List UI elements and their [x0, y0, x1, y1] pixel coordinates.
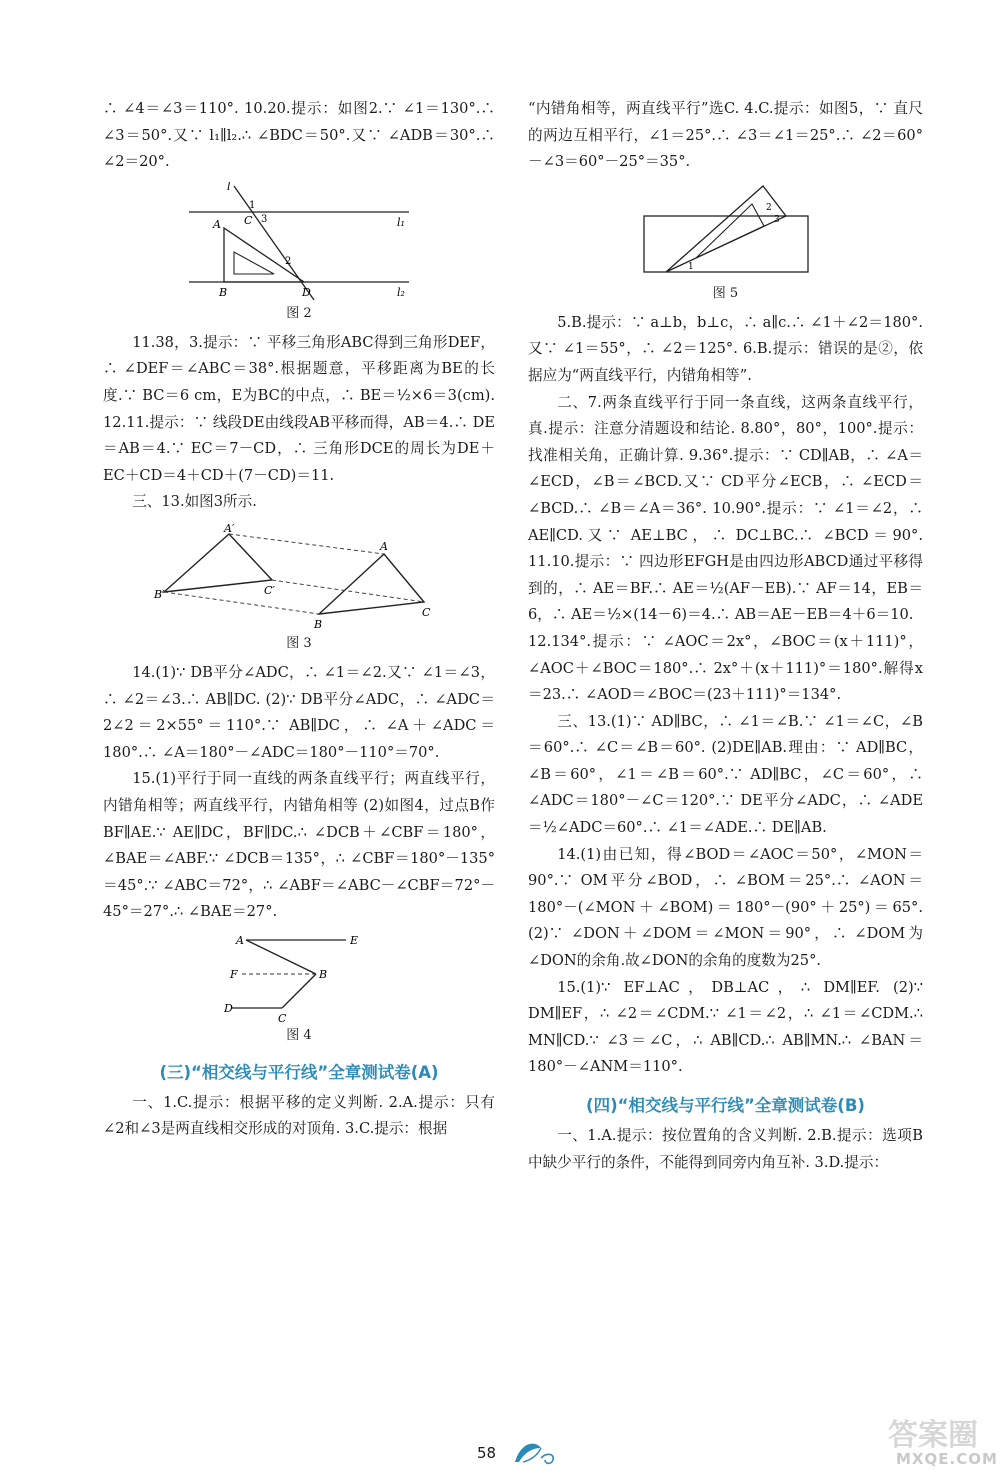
left-paragraph-3: 三、13.如图3所示. [132, 493, 257, 511]
figure-4 [103, 932, 495, 1048]
right-paragraph-4: 12.134°.提示：∵ ∠AOC＝2x°，∠BOC＝(x＋111)°，∠AOC＋∠BOC＝180°.∴ 2x°＋(x＋111)°＝180°.解得x＝23.∴ ∠AOD＝∠BOC＝(23＋111)°＝134°. [528, 632, 923, 704]
label-angle-1: 1 [687, 261, 694, 272]
section-title-4: (四)“相交线与平行线”全章测试卷(B) [586, 1096, 865, 1115]
label-D: D [302, 285, 311, 299]
watermark [888, 1410, 998, 1480]
right-paragraph-7: 15.(1)∵ EF⊥AC，DB⊥AC，∴ DM∥EF. (2)∵ DM∥EF，∴ ∠2＝∠CDM.∵ ∠1＝∠2，∴ ∠1＝∠CDM.∴ MN∥CD.∵ ∠3＝∠C，∴ AB∥CD.∴ AB∥MN.∴ ∠BAN＝180°－∠ANM＝110°. [528, 978, 923, 1076]
label-D: D [224, 1001, 233, 1015]
line-AB [246, 940, 316, 974]
label-A: A [380, 539, 388, 553]
watermark-logo: 答案圈 [888, 1418, 978, 1453]
label-C: C [422, 605, 431, 619]
dash-AA [229, 534, 384, 554]
left-paragraph-4: 14.(1)∵ DB平分∠ADC，∴ ∠1＝∠2.又∵ ∠1＝∠3，∴ ∠2＝∠3.∴ AB∥DC. (2)∵ DB平分∠ADC，∴ ∠ADC＝2∠2＝2×55°＝110°.∵ AB∥DC，∴ ∠A＋∠ADC＝180°.∴ ∠A＝180°－∠ADC＝180°－110°＝70°. [103, 663, 495, 761]
set-square-inner [696, 204, 764, 258]
page-footer [0, 1438, 1000, 1478]
figure-5-caption: 图 5 [712, 285, 739, 301]
label-B: B [314, 617, 323, 631]
right-paragraph-5: 三、13.(1)∵ AD∥BC，∴ ∠1＝∠B.∵ ∠1＝∠C，∠B＝60°.∴ ∠C＝∠B＝60°. (2)DE∥AB.理由：∵ AD∥BC，∠B＝60°，∠1＝∠B＝60°.∵ AD∥BC，∠C＝60°，∴ ∠ADC＝180°－∠C＝120°.∵ DE平分∠ADC，∴ ∠ADE＝½∠ADC＝60°.∴ ∠1＝∠ADE.∴ DE∥AB. [528, 712, 923, 837]
label-C: C [244, 213, 253, 227]
figure-3-diagram [154, 522, 444, 632]
label-A-prime: A′ [224, 521, 235, 535]
label-A: A [236, 933, 244, 947]
figure-4-diagram [224, 932, 374, 1024]
left-paragraph-1: ∴ ∠4＝∠3＝110°. 10.20.提示：如图2.∵ ∠1＝130°.∴ ∠3＝50°.又∵ l₁∥l₂.∴ ∠BDC＝50°.又∵ ∠ADB＝30°.∴ ∠2＝20°. [103, 100, 495, 171]
label-B: B [219, 285, 228, 299]
label-B: B [319, 967, 328, 981]
label-angle-2: 2 [765, 202, 772, 213]
label-l1: l₁ [397, 215, 405, 229]
label-angle-1: 1 [249, 199, 256, 211]
left-column [103, 96, 495, 1143]
right-paragraph-1: “内错角相等，两直线平行”选C. 4.C.提示：如图5，∵ 直尺的两边互相平行，∠1＝25°.∴ ∠3＝∠1＝25°.∴ ∠2＝60°－∠3＝60°－25°＝35°. [528, 100, 923, 171]
label-l2: l₂ [397, 285, 405, 299]
figure-2-diagram [179, 182, 419, 302]
label-F: F [230, 967, 238, 981]
figure-2 [103, 182, 495, 326]
figure-4-caption: 图 4 [286, 1027, 312, 1043]
left-paragraph-2: 11.38，3.提示：∵ 平移三角形ABC得到三角形DEF，∴ ∠DEF＝∠ABC＝38°.根据题意，平移距离为BE的长度.∵ BC＝6 cm，E为BC的中点，∴ BE＝½×6＝3(cm). 12.11.提示：∵ 线段DE由线段AB平移而得，AB＝4.∴ DE＝AB＝4.∵ EC＝7－CD，∴ 三角形DCE的周长为DE＋EC＋CD＝4＋CD＋(7－CD)＝11. [103, 333, 495, 484]
figure-5 [528, 182, 923, 306]
right-paragraph-2: 5.B.提示：∵ a⊥b，b⊥c，∴ a∥c.∴ ∠1＋∠2＝180°.又∵ ∠1＝55°，∴ ∠2＝125°. 6.B.提示：错误的是②，依据应为“两直线平行，内错角相等”. [528, 313, 923, 384]
watermark-url: MXQE.COM [896, 1450, 998, 1468]
label-C: C [278, 1011, 287, 1024]
label-angle-2: 2 [285, 255, 292, 267]
page-number: 58 [477, 1444, 497, 1462]
triangle-original [319, 554, 424, 614]
figure-2-caption: 图 2 [286, 305, 312, 321]
left-paragraph-5: 15.(1)平行于同一直线的两条直线平行；两直线平行，内错角相等；两直线平行，内错角相等 (2)如图4，过点B作BF∥AE.∵ AE∥DC，BF∥DC.∴ ∠DCB＋∠CBF＝180°，∠BAE＝∠ABF.∵ ∠DCB＝135°，∴ ∠CBF＝180°－135°＝45°.∵ ∠ABC＝72°，∴ ∠ABF＝∠ABC－∠CBF＝72°－45°＝27°.∴ ∠BAE＝27°. [103, 770, 495, 921]
section-title-3: (三)“相交线与平行线”全章测试卷(A) [159, 1062, 439, 1082]
triangle-prime [164, 534, 272, 592]
figure-3-caption: 图 3 [286, 635, 312, 651]
label-A: A [213, 217, 221, 231]
leaf-ornament-icon [511, 1438, 559, 1468]
label-E: E [350, 933, 359, 947]
figure-3 [103, 522, 495, 656]
right-paragraph-8: 一、1.A.提示：按位置角的含义判断. 2.B.提示：选项B中缺少平行的条件，不能得到同旁内角互补. 3.D.提示： [528, 1127, 923, 1171]
right-column [528, 96, 923, 1176]
line-BC [282, 974, 316, 1008]
figure-5-diagram [638, 182, 814, 282]
label-C-prime: C′ [264, 583, 275, 597]
label-angle-3: 3 [773, 214, 780, 225]
label-angle-3: 3 [261, 213, 268, 225]
right-paragraph-3: 二、7.两条直线平行于同一条直线，这两条直线平行，真.提示：注意分清题设和结论. 8.80°，80°，100°.提示：找准相关角，正确计算. 9.36°.提示：∵ CD∥AB，∴ ∠A＝∠ECD，∠B＝∠BCD.又∵ CD平分∠ECB，∴ ∠ECD＝∠BCD.∴ ∠B＝∠A＝36°. 10.90°.提示：∵ ∠1＝∠2，∴ AE∥CD.又∵ AE⊥BC，∴ DC⊥BC.∴ ∠BCD＝90°. 11.10.提示：∵ 四边形EFGH是由四边形ABCD通过平移得到的，∴ AE＝BF.∴ AE＝½(AF－EB).∵ AF＝14，EB＝6，∴ AE＝½×(14－6)＝4.∴ AB＝AE－EB＝4＋6＝10. [528, 393, 923, 624]
label-B-prime: B′ [154, 587, 165, 601]
set-square-inner [234, 252, 274, 274]
dash-CC [272, 580, 424, 602]
label-l: l [227, 181, 231, 193]
left-paragraph-6: 一、1.C.提示：根据平移的定义判断. 2.A.提示：只有∠2和∠3是两直线相交形成的对顶角. 3.C.提示：根据 [103, 1093, 495, 1138]
dash-BB [164, 592, 319, 614]
right-paragraph-6: 14.(1)由已知，得∠BOD＝∠AOC＝50°，∠MON＝90°.∵ OM平分∠BOD，∴ ∠BOM＝25°.∴ ∠AON＝180°－(∠MON＋∠BOM)＝180°－(90°＋25°)＝65°. (2)∵ ∠DON＋∠DOM＝∠MON＝90°，∴ ∠DOM为∠DON的余角.故∠DON的余角的度数为25°. [528, 845, 923, 970]
